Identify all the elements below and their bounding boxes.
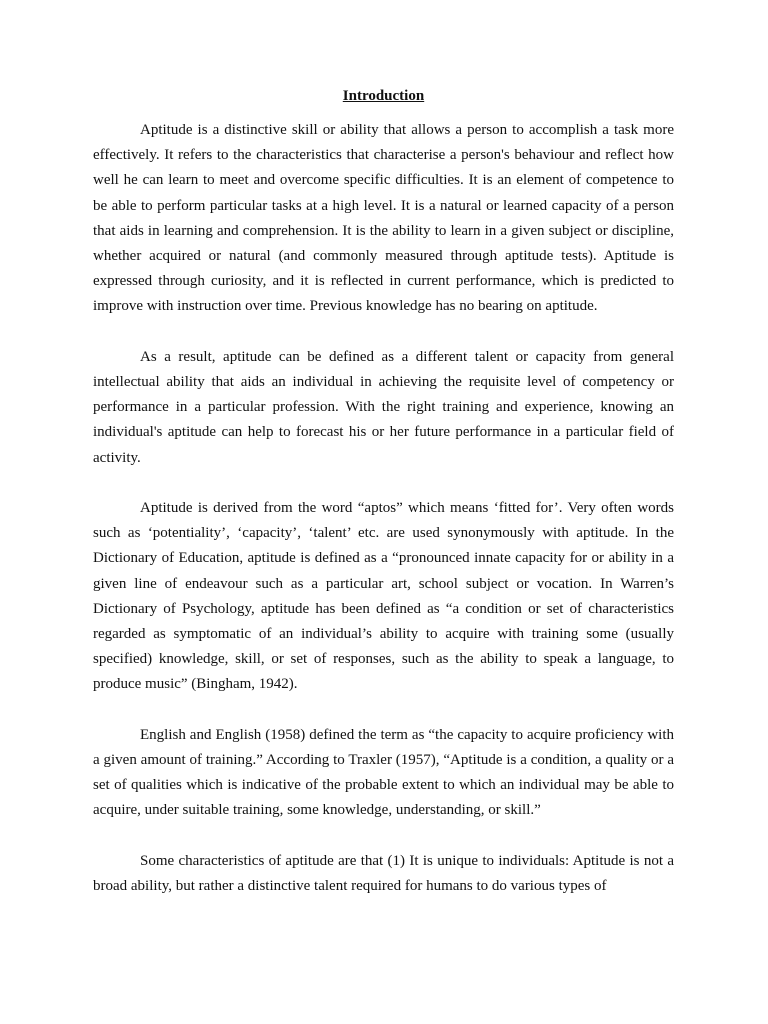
paragraph-2: As a result, aptitude can be defined as a different talent or capacity from general intellectual ability that aids an individual in achieving the requisite level of competency or performance in a particular profession. With the right training and experience, knowing an individual's aptitude can help to forecast his or her future performance in a particular field of activity. xyxy=(93,348,674,466)
paragraph-1: Aptitude is a distinctive skill or ability that allows a person to accomplish a task more effectively. It refers to the characteristics that characterise a person's behaviour and reflect how well he can learn to meet and overcome specific difficulties. It is an element of competence to be able to perform particular tasks at a high level. It is a natural or learned capacity of a person that aids in learning and comprehension. It is the ability to learn in a given subject or discipline, whether acquired or natural (and commonly measured through aptitude tests). Aptitude is expressed through curiosity, and it is reflected in current performance, which is predicted to improve with instruction over time. Previous knowledge has no bearing on aptitude. xyxy=(93,122,674,315)
document-title: Introduction xyxy=(342,88,425,104)
paragraph-5: Some characteristics of aptitude are that (1) It is unique to individuals: Aptitude is not a broad ability, but rather a distinctive talent required for humans to do various types of xyxy=(93,852,674,895)
document-page xyxy=(93,86,674,924)
paragraph-3: Aptitude is derived from the word “aptos” which means ‘fitted for’. Very often words such as ‘potentiality’, ‘capacity’, ‘talent’ etc. are used synonymously with aptitude. In the Dictionary of Education, aptitude is defined as a “pronounced innate capacity for or ability in a given line of endeavour such as a particular art, school subject or vocation. In Warren’s Dictionary of Psychology, aptitude has been defined as “a condition or set of characteristics regarded as symptomatic of an individual’s ability to acquire with training some (usually specified) knowledge, skill, or set of responses, such as the ability to speak a language, to produce music” (Bingham, 1942). xyxy=(93,500,674,693)
paragraph-4: English and English (1958) defined the term as “the capacity to acquire proficiency with a given amount of training.” According to Traxler (1957), “Aptitude is a condition, a quality or a set of qualities which is indicative of the probable extent to which an individual may be able to acquire, under suitable training, some knowledge, understanding, or skill.” xyxy=(93,726,674,819)
